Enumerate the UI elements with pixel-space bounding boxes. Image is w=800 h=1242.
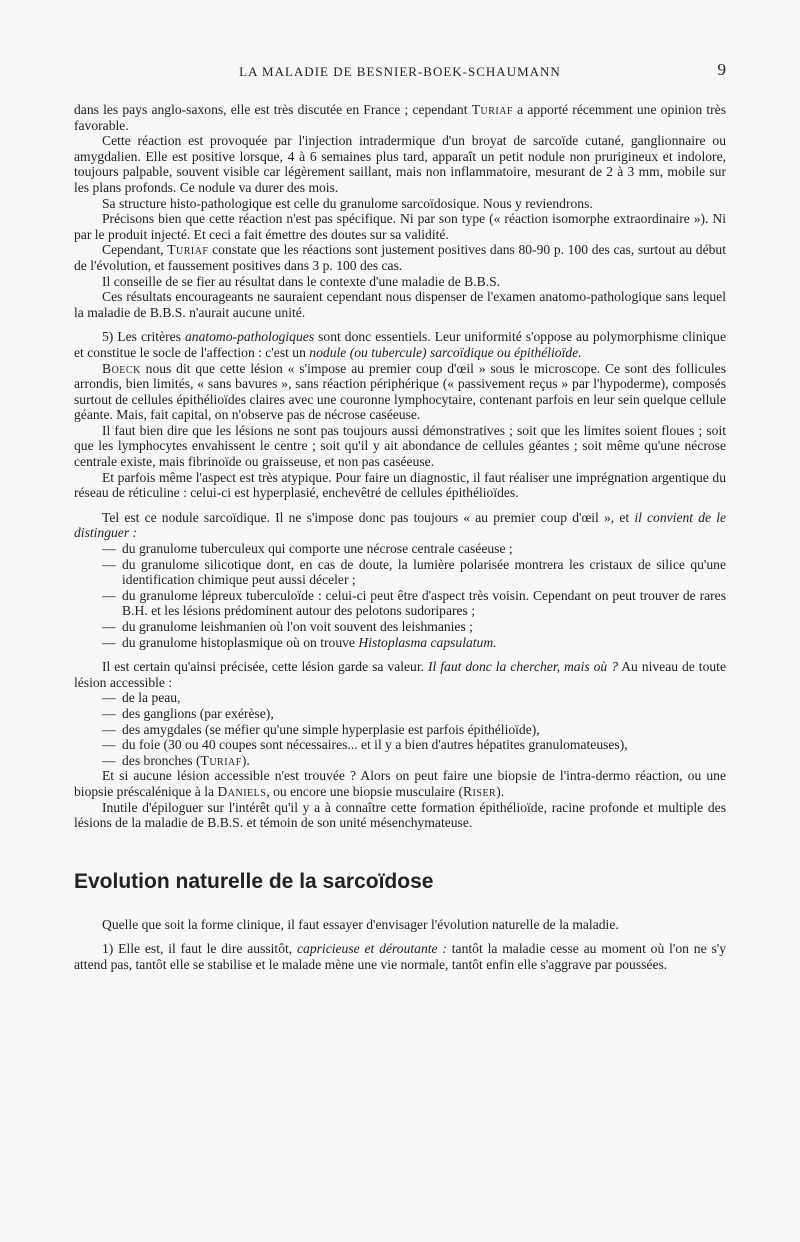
paragraph bbox=[74, 768, 726, 799]
text-run: 1) Elle est, il faut le dire aussitôt, bbox=[102, 941, 298, 957]
paragraph bbox=[74, 242, 726, 273]
italic-text: nodule (ou tubercule) sarcoïdique ou épithélioïde. bbox=[309, 344, 582, 360]
list-item: — des ganglions (par exérèse), bbox=[102, 706, 726, 722]
paragraph: Et parfois même l'aspect est très atypique. Pour faire un diagnostic, il faut réaliser une imprégnation argentique du réseau de réticuline : celui-ci est hyperplasié, enchevêtré de cellules épithélioïdes. bbox=[74, 469, 726, 501]
list-item bbox=[102, 753, 726, 769]
text-run: a apporté récemment une opinion très favorable. bbox=[74, 102, 726, 133]
list-item: — de la peau, bbox=[102, 690, 726, 706]
text-run: ). bbox=[241, 752, 250, 768]
text-run: 5) Les critères bbox=[102, 329, 185, 345]
list-item: — du granulome tuberculeux qui comporte une nécrose centrale caséeuse ; bbox=[102, 541, 726, 557]
paragraph bbox=[74, 102, 726, 133]
paragraph: Précisons bien que cette réaction n'est pas spécifique. Ni par son type (« réaction isomorphe extraordinaire »). Ni par le produit injecté. Et ceci a fait émettre des doutes sur sa validité. bbox=[74, 211, 726, 242]
paragraph bbox=[74, 361, 726, 423]
italic-text: Histoplasma capsulatum. bbox=[358, 634, 497, 650]
list-item bbox=[102, 635, 726, 651]
author-name: Turiaf bbox=[167, 242, 209, 258]
text-run: tantôt la maladie cesse au moment où l'on ne s'y attend pas, tantôt elle se stabilise et le malade mène une vie normale, tantôt enfin elle s'aggrave par poussées. bbox=[74, 941, 726, 972]
text-run: sont donc essentiels. Leur uniformité s'oppose au polymorphisme clinique et constitue le socle de l'affection : c'est un bbox=[74, 329, 726, 360]
text-run: constate que les réactions sont justement positives dans 80-90 p. 100 des cas, surtout au début de l'évolution, et faussement positives dans 3 p. 100 des cas. bbox=[74, 242, 726, 273]
list-item: — du granulome lépreux tuberculoïde : celui-ci peut être d'aspect très voisin. Cependant on peut trouver de rares B.H. et les lésions prédominent autour des pelotons sudoripares ; bbox=[102, 588, 726, 619]
biopsy-site-list bbox=[74, 690, 726, 768]
text-run: du granulome histoplasmique où on trouve bbox=[122, 634, 359, 650]
text-run: des bronches ( bbox=[122, 752, 201, 768]
list-item: — du granulome silicotique dont, en cas de doute, la lumière polarisée montrera les cristaux de silice qu'une identification chimique peut aussi déceler ; bbox=[102, 557, 726, 588]
text-run: ). bbox=[496, 783, 505, 799]
paragraph: Cette réaction est provoquée par l'injection intradermique d'un broyat de sarcoïde cutané, ganglionnaire ou amygdalien. Elle est positive lorsque, 4 à 6 semaines plus tard, apparaît un petit nodule non prurigineux et indolore, toujours palpable, souvent visible car légèrement saillant, mais non inflammatoire, mesurant de 2 à 3 mm, mobile sur les plans profonds. Ce nodule va durer des mois. bbox=[74, 133, 726, 195]
author-name: Daniels bbox=[217, 783, 267, 799]
author-name: Turiaf bbox=[200, 752, 242, 768]
text-run: Il est certain qu'ainsi précisée, cette lésion garde sa valeur. bbox=[102, 659, 428, 675]
paragraph bbox=[74, 659, 726, 690]
text-run: Cependant, bbox=[102, 242, 168, 258]
list-item: — des amygdales (se méfier qu'une simple hyperplasie est parfois épithélioïde), bbox=[102, 722, 726, 738]
paragraph bbox=[74, 510, 726, 541]
paragraph: Ces résultats encourageants ne sauraient cependant nous dispenser de l'examen anatomo-pathologique sans lequel la maladie de B.B.S. n'aurait aucune unité. bbox=[74, 289, 726, 320]
paragraph: Quelle que soit la forme clinique, il faut essayer d'envisager l'évolution naturelle de la maladie. bbox=[102, 916, 619, 932]
text-run: Au niveau de toute lésion accessible : bbox=[74, 659, 726, 690]
italic-text: anatomo-pathologiques bbox=[184, 329, 315, 345]
author-name: Boeck bbox=[102, 360, 141, 376]
text-run: Et si aucune lésion accessible n'est trouvée ? Alors on peut faire une biopsie de l'intra-dermo réaction, ou une biopsie préscalénique à la bbox=[74, 768, 726, 799]
text-run: , ou encore une biopsie musculaire ( bbox=[266, 783, 463, 799]
paragraph bbox=[74, 329, 726, 360]
text-run: nous dit que cette lésion « s'impose au premier coup d'œil » sous le microscope. Ce sont des follicules arrondis, bien limités, « sans bavures », sans réaction périphérique (« passivement reçus » par l'hypoderme), composés surtout de cellules épithélioïdes claires avec une couronne lymphocytaire, contenant parfois en leur sein quelque cellule géante. Mais, fait capital, on n'observe pas de nécrose caséeuse. bbox=[74, 360, 726, 423]
running-title: LA MALADIE DE BESNIER-BOEK-SCHAUMANN bbox=[239, 64, 561, 79]
page-number: 9 bbox=[717, 60, 726, 79]
paragraph: Il faut bien dire que les lésions ne sont pas toujours aussi démonstratives ; soit que les limites soient floues ; soit que les lymphocytes envahissent le centre ; soit qu'il y ait abondance de cellules géantes ; soit même qu'une nécrose centrale existe, mais fibrinoïde ou graisseuse, et non pas caséeuse. bbox=[74, 422, 726, 470]
author-name: Turiaf bbox=[471, 102, 513, 117]
author-name: Riser bbox=[462, 783, 497, 799]
paragraph: Inutile d'épiloguer sur l'intérêt qu'il y a à connaître cette formation épithélioïde, racine profonde et multiple des lésions de la maladie de B.B.S. et témoin de son unité mésenchymateuse. bbox=[74, 799, 726, 831]
running-header bbox=[74, 60, 726, 86]
paragraph bbox=[74, 941, 726, 972]
list-item: — du granulome leishmanien où l'on voit souvent des leishmanies ; bbox=[102, 619, 726, 635]
paragraph: Sa structure histo-pathologique est celle du granulome sarcoïdosique. Nous y reviendrons. bbox=[102, 195, 593, 211]
italic-text: capricieuse et déroutante : bbox=[297, 941, 447, 957]
section-heading: Evolution naturelle de la sarcoïdose bbox=[74, 869, 434, 893]
text-run: Tel est ce nodule sarcoïdique. Il ne s'impose donc pas toujours « au premier coup d'œil », et bbox=[102, 509, 635, 525]
differential-list bbox=[74, 541, 726, 650]
list-item: — du foie (30 ou 40 coupes sont nécessaires... et il y a bien d'autres hépatites granulomateuses), bbox=[102, 737, 726, 753]
paragraph: Il conseille de se fier au résultat dans le contexte d'une maladie de B.B.S. bbox=[102, 273, 501, 289]
italic-text: Il faut donc la chercher, mais où ? bbox=[427, 659, 618, 675]
italic-text: il convient de le distinguer : bbox=[74, 509, 727, 541]
text-run: dans les pays anglo-saxons, elle est très discutée en France ; cependant bbox=[74, 102, 472, 117]
